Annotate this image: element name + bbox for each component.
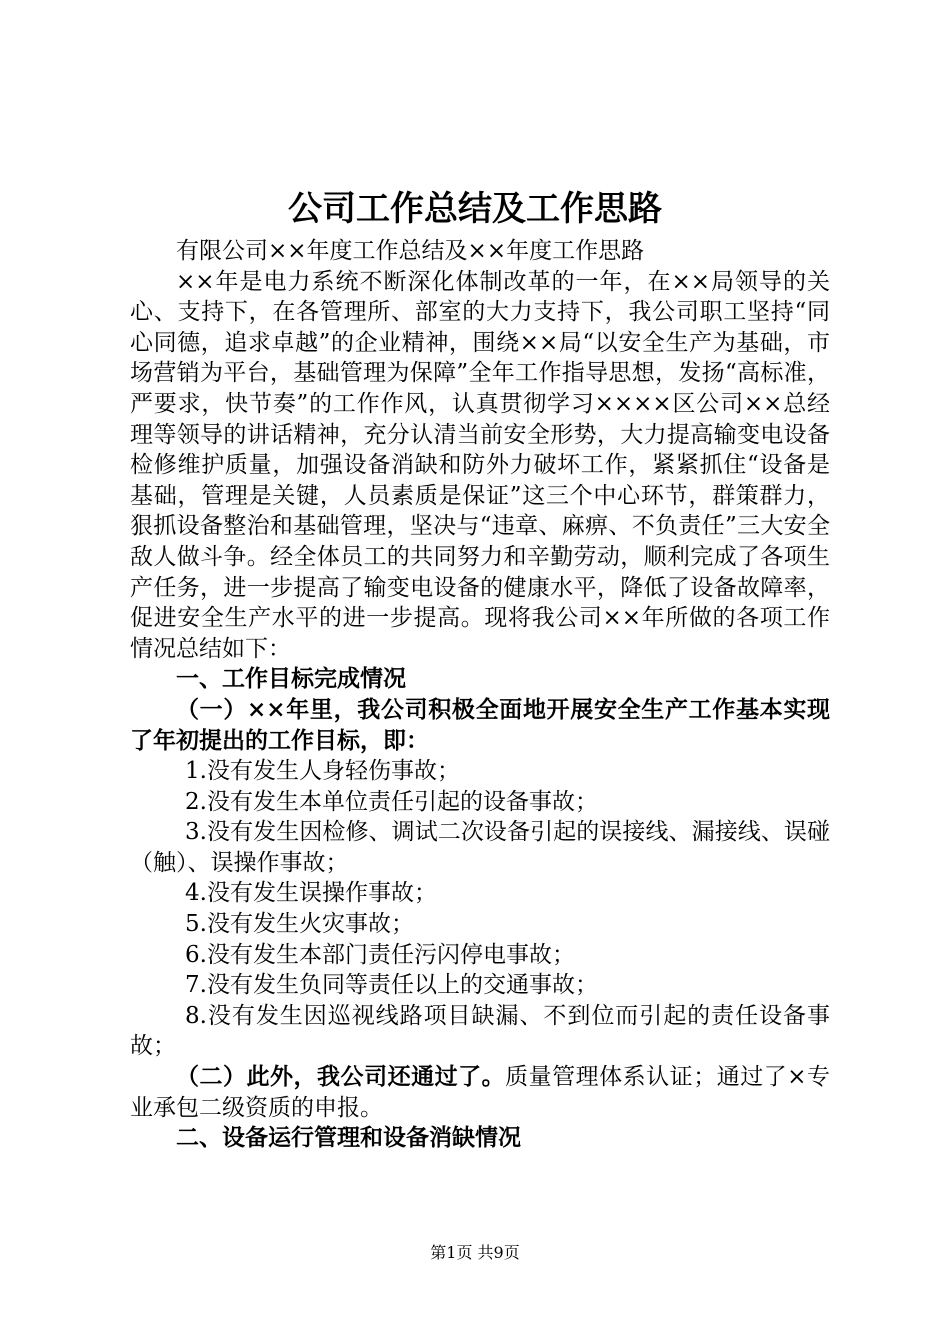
goal-item-8: 8.没有发生因巡视线路项目缺漏、不到位而引起的责任设备事故； xyxy=(130,1002,830,1060)
goal-item-6: 6.没有发生本部门责任污闪停电事故； xyxy=(185,941,575,968)
section1-sub2-bold: （二）此外，我公司还通过了。 xyxy=(176,1063,506,1091)
document-title: 公司工作总结及工作思路 xyxy=(288,189,662,229)
goal-item-1: 1.没有发生人身轻伤事故； xyxy=(185,758,460,785)
page-footer: 第1页 共9页 xyxy=(430,1243,520,1262)
goal-item-5: 5.没有发生火灾事故； xyxy=(185,911,414,938)
section1-heading: 一、工作目标完成情况 xyxy=(176,665,406,693)
intro-paragraph: ××年是电力系统不断深化体制改革的一年，在××局领导的关心、支持下，在各管理所、部室的大力支持下，我公司职工坚持“同心同德，追求卓越”的企业精神，围绕××局“以安全生产为基础，市场营销为平台，基础管理为保障”全年工作指导思想，发扬“高标准，严要求，快节奏”的工作作风，认真贯彻学习××××区公司××总经理等领导的讲话精神，充分认清当前安全形势，大力提高输变电设备检修维护质量，加强设备消缺和防外力破坏工作，紧紧抓住“设备是基础，管理是关键，人员素质是保证”这三个中心环节，群策群力，狠抓设备整治和基础管理，坚决与“违章、麻痹、不负责任”三大安全敌人做斗争。经全体员工的共同努力和辛勤劳动，顺利完成了各项生产任务，进一步提高了输变电设备的健康水平，降低了设备故障率，促进安全生产水平的进一步提高。现将我公司××年所做的各项工作情况总结如下： xyxy=(130,268,830,662)
goal-item-7: 7.没有发生负同等责任以上的交通事故； xyxy=(185,972,598,999)
goal-item-4: 4.没有发生误操作事故； xyxy=(185,880,437,907)
goal-item-3: 3.没有发生因检修、调试二次设备引起的误接线、漏接线、误碰（触）、误操作事故； xyxy=(130,819,830,876)
section1-sub2 xyxy=(130,1062,830,1123)
section1-sub1: （一）××年里，我公司积极全面地开展安全生产工作基本实现了年初提出的工作目标，即： xyxy=(130,695,830,754)
section2-heading: 二、设备运行管理和设备消缺情况 xyxy=(176,1124,521,1152)
document-subtitle: 有限公司××年度工作总结及××年度工作思路 xyxy=(176,238,645,264)
section1-sub2-rest: 质量管理体系认证；通过了×专业承包二级资质的申报。 xyxy=(130,1064,831,1121)
goal-item-2: 2.没有发生本单位责任引起的设备事故； xyxy=(185,788,598,815)
document-body xyxy=(130,236,830,1154)
